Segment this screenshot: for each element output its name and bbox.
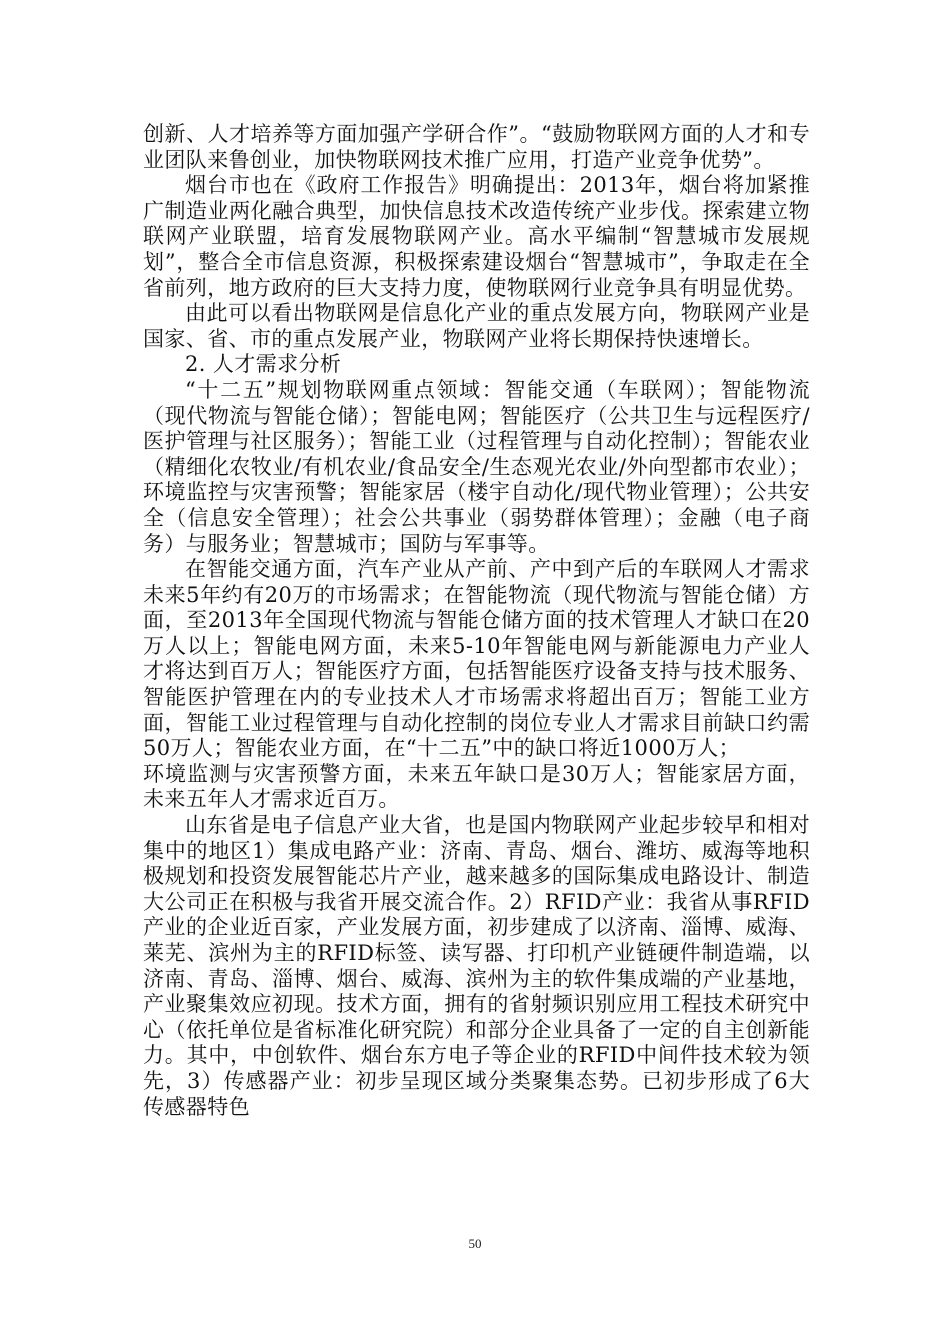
paragraph-yantai: 烟台市也在《政府工作报告》明确提出：2013年，烟台将加紧推广制造业两化融合典型，加快信息技术改造传统产业步伐。探索建立物联网产业联盟，培育发展物联网产业。高水平编制“智慧城市发展规划”，整合全市信息资源，积极探索建设烟台“智慧城市”，争取走在全省前列，地方政府的巨大支持力度，使物联网行业竞争具有明显优势。: [143, 173, 810, 300]
paragraph-environment: 环境监测与灾害预警方面，未来五年缺口是30万人；智能家居方面，未来五年人才需求近百万。: [143, 761, 810, 812]
paragraph-continuation: 创新、人才培养等方面加强产学研合作”。“鼓励物联网方面的人才和专业团队来鲁创业，加快物联网技术推广应用，打造产业竞争优势”。: [143, 122, 810, 172]
paragraph-talent-demand: 在智能交通方面，汽车产业从产前、产中到产后的车联网人才需求未来5年约有20万的市场需求；在智能物流（现代物流与智能仓储）方面，至2013年全国现代物流与智能仓储方面的技术管理人才缺口在20万人以上；智能电网方面，未来5-10年智能电网与新能源电力产业人才将达到百万人；智能医疗方面，包括智能医疗设备支持与技术服务、智能医护管理在内的专业技术人才市场需求将超出百万；智能工业方面，智能工业过程管理与自动化控制的岗位专业人才需求目前缺口约需50万人；智能农业方面，在“十二五”中的缺口将近1000万人；: [143, 557, 810, 761]
paragraph-conclusion: 由此可以看出物联网是信息化产业的重点发展方向，物联网产业是国家、省、市的重点发展产业，物联网产业将长期保持快速增长。: [143, 301, 810, 351]
section-heading: 2. 人才需求分析: [185, 352, 342, 377]
body-text: [143, 122, 810, 1120]
paragraph-key-areas: “十二五”规划物联网重点领域：智能交通（车联网）；智能物流（现代物流与智能仓储）；智能电网；智能医疗（公共卫生与远程医疗/医护管理与社区服务）；智能工业（过程管理与自动化控制）；智能农业（精细化农牧业/有机农业/食品安全/生态观光农业/外向型都市农业）；环境监控与灾害预警；智能家居（楼宇自动化/现代物业管理）；公共安全（信息安全管理）；社会公共事业（弱势群体管理）；金融（电子商务）与服务业；智慧城市；国防与军事等。: [143, 377, 810, 556]
paragraph-shandong: 山东省是电子信息产业大省，也是国内物联网产业起步较早和相对集中的地区1）集成电路产业：济南、青岛、烟台、潍坊、威海等地积极规划和投资发展智能芯片产业，越来越多的国际集成电路设计、制造大公司正在积极与我省开展交流合作。2）RFID产业：我省从事RFID产业的企业近百家，产业发展方面，初步建成了以济南、淄博、威海、莱芜、滨州为主的RFID标签、读写器、打印机产业链硬件制造端，以济南、青岛、淄博、烟台、威海、滨州为主的软件集成端的产业基地，产业聚集效应初现。技术方面，拥有的省射频识别应用工程技术研究中心（依托单位是省标准化研究院）和部分企业具备了一定的自主创新能力。其中，中创软件、烟台东方电子等企业的RFID中间件技术较为领先，3）传感器产业：初步呈现区域分类聚集态势。已初步形成了6大传感器特色: [143, 813, 810, 1119]
page-number: 50: [468, 1236, 482, 1251]
